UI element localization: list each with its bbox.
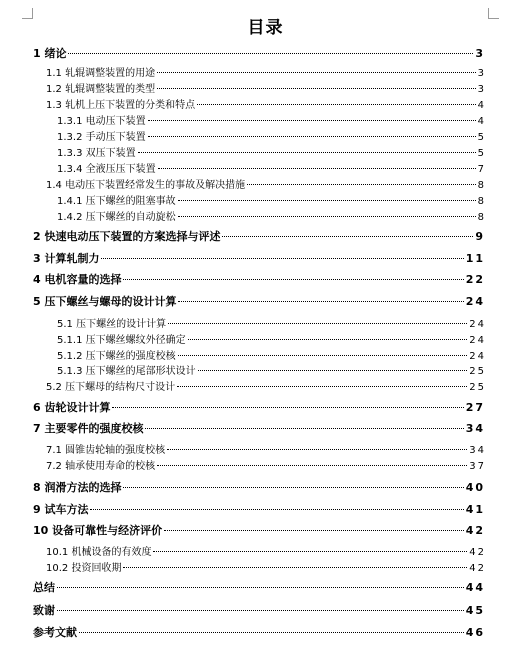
toc-entry-page: 11 xyxy=(465,252,485,265)
toc-entry-text: 10 设备可靠性与经济评价 xyxy=(33,524,163,537)
toc-entry-text: 5.1.1 压下螺丝螺纹外径确定 xyxy=(57,335,186,346)
dot-leader xyxy=(123,567,467,568)
toc-entry-page: 22 xyxy=(465,273,485,286)
toc-entry-text: 1.3.2 手动压下装置 xyxy=(57,132,146,143)
toc-entry-page: 42 xyxy=(465,524,485,537)
toc-entry-page: 34 xyxy=(469,445,486,456)
toc-entry[interactable] xyxy=(57,131,486,145)
toc-entry[interactable] xyxy=(33,604,485,618)
toc-entry-page: 42 xyxy=(469,547,486,558)
toc-entry[interactable] xyxy=(33,524,485,538)
dot-leader xyxy=(222,236,473,237)
toc-entry-text: 1.4.1 压下螺丝的阻塞事故 xyxy=(57,196,176,207)
toc-entry-text: 1.2 轧辊调整装置的类型 xyxy=(46,84,156,95)
toc-entry-page: 45 xyxy=(465,604,485,617)
dot-leader xyxy=(68,53,473,54)
toc-entry-text: 1 绪论 xyxy=(33,47,67,60)
toc-entry-page: 8 xyxy=(477,196,486,207)
toc-entry-page: 3 xyxy=(477,84,486,95)
dot-leader xyxy=(164,530,464,531)
dot-leader xyxy=(90,509,463,510)
toc-entry[interactable] xyxy=(46,444,486,458)
toc-entry[interactable] xyxy=(57,147,486,161)
toc-entry-page: 44 xyxy=(465,581,485,594)
toc-entry[interactable] xyxy=(46,381,486,395)
dot-leader xyxy=(123,279,463,280)
toc-entry[interactable] xyxy=(33,401,485,415)
toc-entry-text: 7.2 轴承使用寿命的校核 xyxy=(46,461,156,472)
toc-entry[interactable] xyxy=(33,422,485,436)
toc-entry[interactable] xyxy=(33,481,485,495)
toc-entry-page: 24 xyxy=(469,319,486,330)
toc-entry[interactable] xyxy=(46,546,486,560)
toc-entry-text: 7 主要零件的强度校核 xyxy=(33,422,144,435)
dot-leader xyxy=(157,72,476,73)
toc-entry[interactable] xyxy=(57,115,486,129)
toc-entry-text: 5.1.2 压下螺丝的强度校核 xyxy=(57,351,176,362)
toc-entry[interactable] xyxy=(57,318,486,332)
dot-leader xyxy=(112,407,463,408)
dot-leader xyxy=(168,323,467,324)
toc-entry[interactable] xyxy=(46,562,486,576)
toc-entry-text: 5 压下螺丝与螺母的设计计算 xyxy=(33,295,177,308)
dot-leader xyxy=(145,428,463,429)
toc-entry-text: 6 齿轮设计计算 xyxy=(33,401,111,414)
toc-entry[interactable] xyxy=(33,252,485,266)
toc-entry-text: 10.2 投资回收期 xyxy=(46,563,122,574)
dot-leader xyxy=(247,184,476,185)
toc-entry[interactable] xyxy=(33,295,485,309)
dot-leader xyxy=(153,551,467,552)
toc-entry-text: 1.1 轧辊调整装置的用途 xyxy=(46,68,156,79)
toc-entry[interactable] xyxy=(33,503,485,517)
toc-entry-page: 41 xyxy=(465,503,485,516)
toc-entry-page: 42 xyxy=(469,563,486,574)
toc-entry-text: 1.4 电动压下装置经常发生的事故及解决措施 xyxy=(46,180,246,191)
dot-leader xyxy=(157,465,467,466)
toc-entry-text: 致谢 xyxy=(33,604,55,617)
dot-leader xyxy=(138,152,476,153)
toc-entry[interactable] xyxy=(57,365,486,379)
dot-leader xyxy=(123,487,463,488)
dot-leader xyxy=(188,339,468,340)
toc-entry-page: 24 xyxy=(469,335,486,346)
dot-leader xyxy=(198,370,468,371)
dot-leader xyxy=(158,168,476,169)
toc-entry-page: 25 xyxy=(469,366,486,377)
dot-leader xyxy=(79,632,464,633)
toc-entry[interactable] xyxy=(33,581,485,595)
toc-entry-text: 5.1.3 压下螺丝的尾部形状设计 xyxy=(57,366,196,377)
dot-leader xyxy=(178,301,463,302)
toc-title: 目录 xyxy=(247,18,284,38)
toc-entry[interactable] xyxy=(57,211,486,225)
toc-entry-page: 37 xyxy=(469,461,486,472)
toc-entry[interactable] xyxy=(46,179,486,193)
toc-entry-text: 1.3.1 电动压下装置 xyxy=(57,116,146,127)
toc-entry[interactable] xyxy=(46,83,486,97)
toc-entry-text: 10.1 机械设备的有效度 xyxy=(46,547,152,558)
toc-entry-text: 4 电机容量的选择 xyxy=(33,273,122,286)
toc-entry-text: 2 快速电动压下装置的方案选择与评述 xyxy=(33,230,221,243)
toc-entry-page: 34 xyxy=(465,422,485,435)
toc-entry[interactable] xyxy=(33,47,485,61)
dot-leader xyxy=(167,449,467,450)
toc-entry-page: 7 xyxy=(477,164,486,175)
toc-entry[interactable] xyxy=(57,350,486,364)
toc-entry[interactable] xyxy=(57,334,486,348)
toc-entry-page: 24 xyxy=(465,295,485,308)
toc-entry-text: 1.3.4 全液压压下装置 xyxy=(57,164,156,175)
toc-entry-page: 4 xyxy=(477,100,486,111)
toc-entry[interactable] xyxy=(46,67,486,81)
toc-entry-page: 3 xyxy=(475,47,485,60)
toc-entry-text: 总结 xyxy=(33,581,55,594)
toc-entry[interactable] xyxy=(33,626,485,640)
dot-leader xyxy=(197,104,476,105)
toc-entry-text: 1.4.2 压下螺丝的自动旋松 xyxy=(57,212,176,223)
toc-entry-text: 7.1 圆锥齿轮轴的强度校核 xyxy=(46,445,166,456)
toc-entry-text: 9 试车方法 xyxy=(33,503,89,516)
dot-leader xyxy=(148,120,476,121)
dot-leader xyxy=(157,88,476,89)
toc-entry-page: 40 xyxy=(465,481,485,494)
toc-entry-page: 9 xyxy=(475,230,485,243)
toc-entry-page: 5 xyxy=(477,132,486,143)
dot-leader xyxy=(177,386,467,387)
toc-entry-text: 8 润滑方法的选择 xyxy=(33,481,122,494)
toc-entry-text: 5.1 压下螺丝的设计计算 xyxy=(57,319,167,330)
toc-entry[interactable] xyxy=(33,230,485,244)
toc-entry[interactable] xyxy=(57,163,486,177)
toc-entry[interactable] xyxy=(33,273,485,287)
toc-entry-page: 5 xyxy=(477,148,486,159)
toc-entry[interactable] xyxy=(46,460,486,474)
toc-entry-text: 参考文献 xyxy=(33,626,77,639)
toc-entry-page: 27 xyxy=(465,401,485,414)
toc-entry-text: 5.2 压下螺母的结构尺寸设计 xyxy=(46,382,176,393)
toc-entry-page: 25 xyxy=(469,382,486,393)
toc-entry-text: 1.3 轧机上压下装置的分类和特点 xyxy=(46,100,196,111)
dot-leader xyxy=(178,200,476,201)
toc-entry-page: 8 xyxy=(477,212,486,223)
toc-entry[interactable] xyxy=(57,195,486,209)
toc-entry-page: 4 xyxy=(477,116,486,127)
toc-entry-page: 3 xyxy=(477,68,486,79)
dot-leader xyxy=(57,610,464,611)
toc-entry-text: 3 计算轧制力 xyxy=(33,252,100,265)
dot-leader xyxy=(178,216,476,217)
dot-leader xyxy=(148,136,476,137)
dot-leader xyxy=(57,587,464,588)
toc-entry-text: 1.3.3 双压下装置 xyxy=(57,148,136,159)
dot-leader xyxy=(101,258,463,259)
toc-entry-page: 8 xyxy=(477,180,486,191)
toc-entry-page: 24 xyxy=(469,351,486,362)
toc-entry-page: 46 xyxy=(465,626,485,639)
toc-entry[interactable] xyxy=(46,99,486,113)
dot-leader xyxy=(178,355,468,356)
